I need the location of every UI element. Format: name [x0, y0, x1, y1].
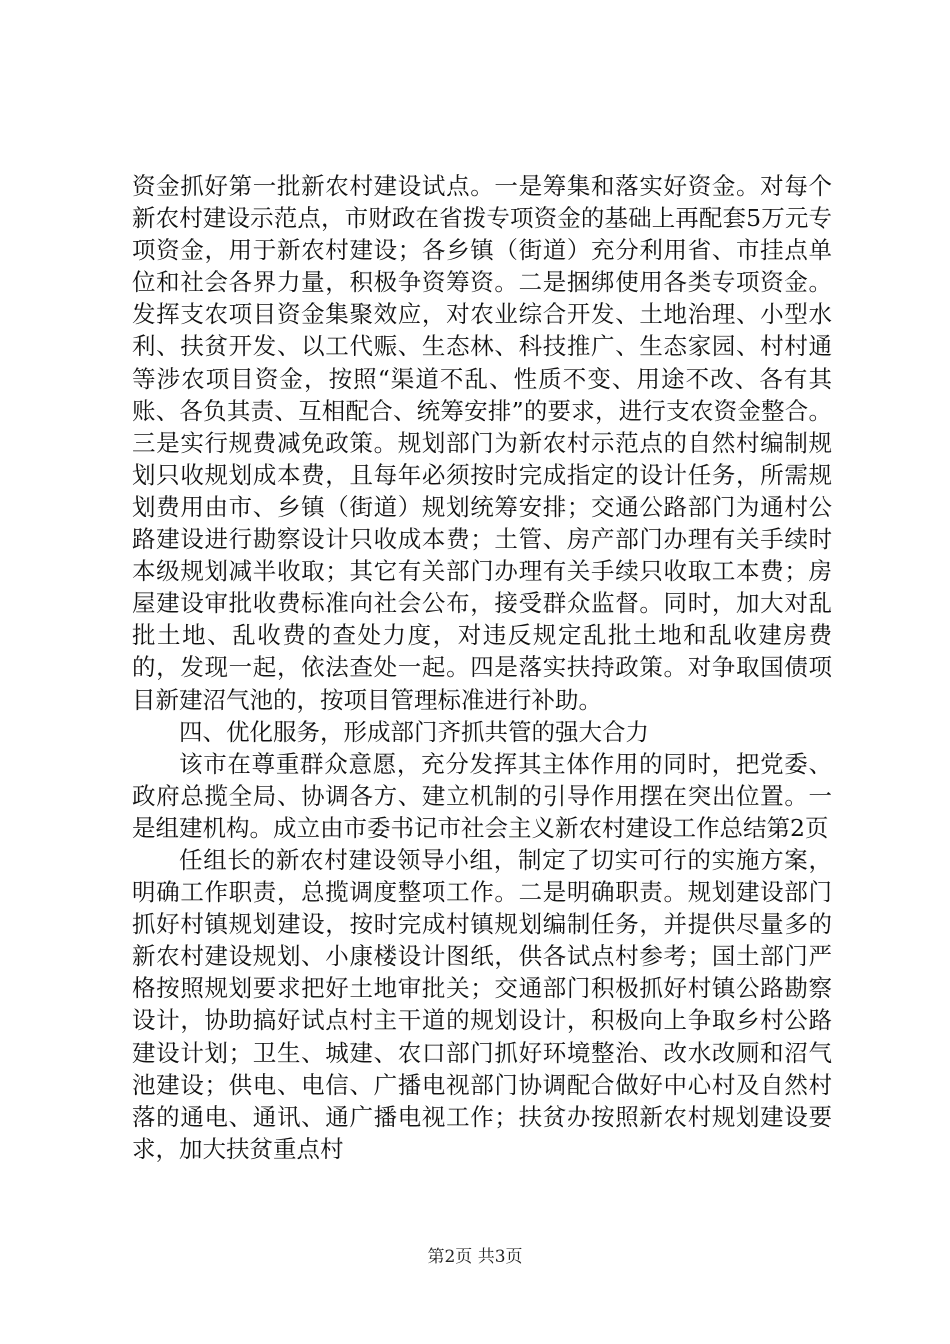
section-heading-four: 四、优化服务，形成部门齐抓共管的强大合力 [179, 717, 649, 746]
document-body [132, 170, 832, 1165]
page-number-footer: 第2页 共3页 [427, 1247, 523, 1267]
paragraph-leadership: 该市在尊重群众意愿，充分发挥其主体作用的同时，把党委、政府总揽全局、协调各方、建立机制的引导作用摆在突出位置。一是组建机构。成立由市委书记市社会主义新农村建设工作总结第2页 [132, 749, 832, 842]
paragraph-responsibilities: 任组长的新农村建设领导小组，制定了切实可行的实施方案，明确工作职责，总揽调度整项工作。二是明确职责。规划建设部门抓好村镇规划建设，按时完成村镇规划编制任务，并提供尽量多的新农村建设规划、小康楼设计图纸，供各试点村参考；国土部门严格按照规划要求把好土地审批关；交通部门积极抓好村镇公路勘察设计，协助搞好试点村主干道的规划设计，积极向上争取乡村公路建设计划；卫生、城建、农口部门抓好环境整治、改水改厕和沼气池建设；供电、电信、广播电视部门协调配合做好中心村及自然村落的通电、通讯、通广播电视工作；扶贫办按照新农村规划建设要求，加大扶贫重点村 [132, 845, 832, 1163]
paragraph-funding: 资金抓好第一批新农村建设试点。一是筹集和落实好资金。对每个新农村建设示范点，市财政在省拨专项资金的基础上再配套5万元专项资金，用于新农村建设；各乡镇（街道）充分利用省、市挂点单位和社会各界力量，积极争资筹资。二是捆绑使用各类专项资金。发挥支农项目资金集聚效应，对农业综合开发、土地治理、小型水利、扶贫开发、以工代赈、生态林、科技推广、生态家园、村村通等涉农项目资金，按照“渠道不乱、性质不变、用途不改、各有其账、各负其责、互相配合、统筹安排”的要求，进行支农资金整合。三是实行规费减免政策。规划部门为新农村示范点的自然村编制规划只收规划成本费，且每年必须按时完成指定的设计任务，所需规划费用由市、乡镇（街道）规划统筹安排；交通公路部门为通村公路建设进行勘察设计只收成本费；土管、房产部门办理有关手续时本级规划减半收取；其它有关部门办理有关手续只收取工本费；房屋建设审批收费标准向社会公布，接受群众监督。同时，加大对乱批土地、乱收费的查处力度，对违反规定乱批土地和乱收建房费的，发现一起，依法查处一起。四是落实扶持政策。对争取国债项目新建沼气池的，按项目管理标准进行补助。 [132, 172, 832, 714]
